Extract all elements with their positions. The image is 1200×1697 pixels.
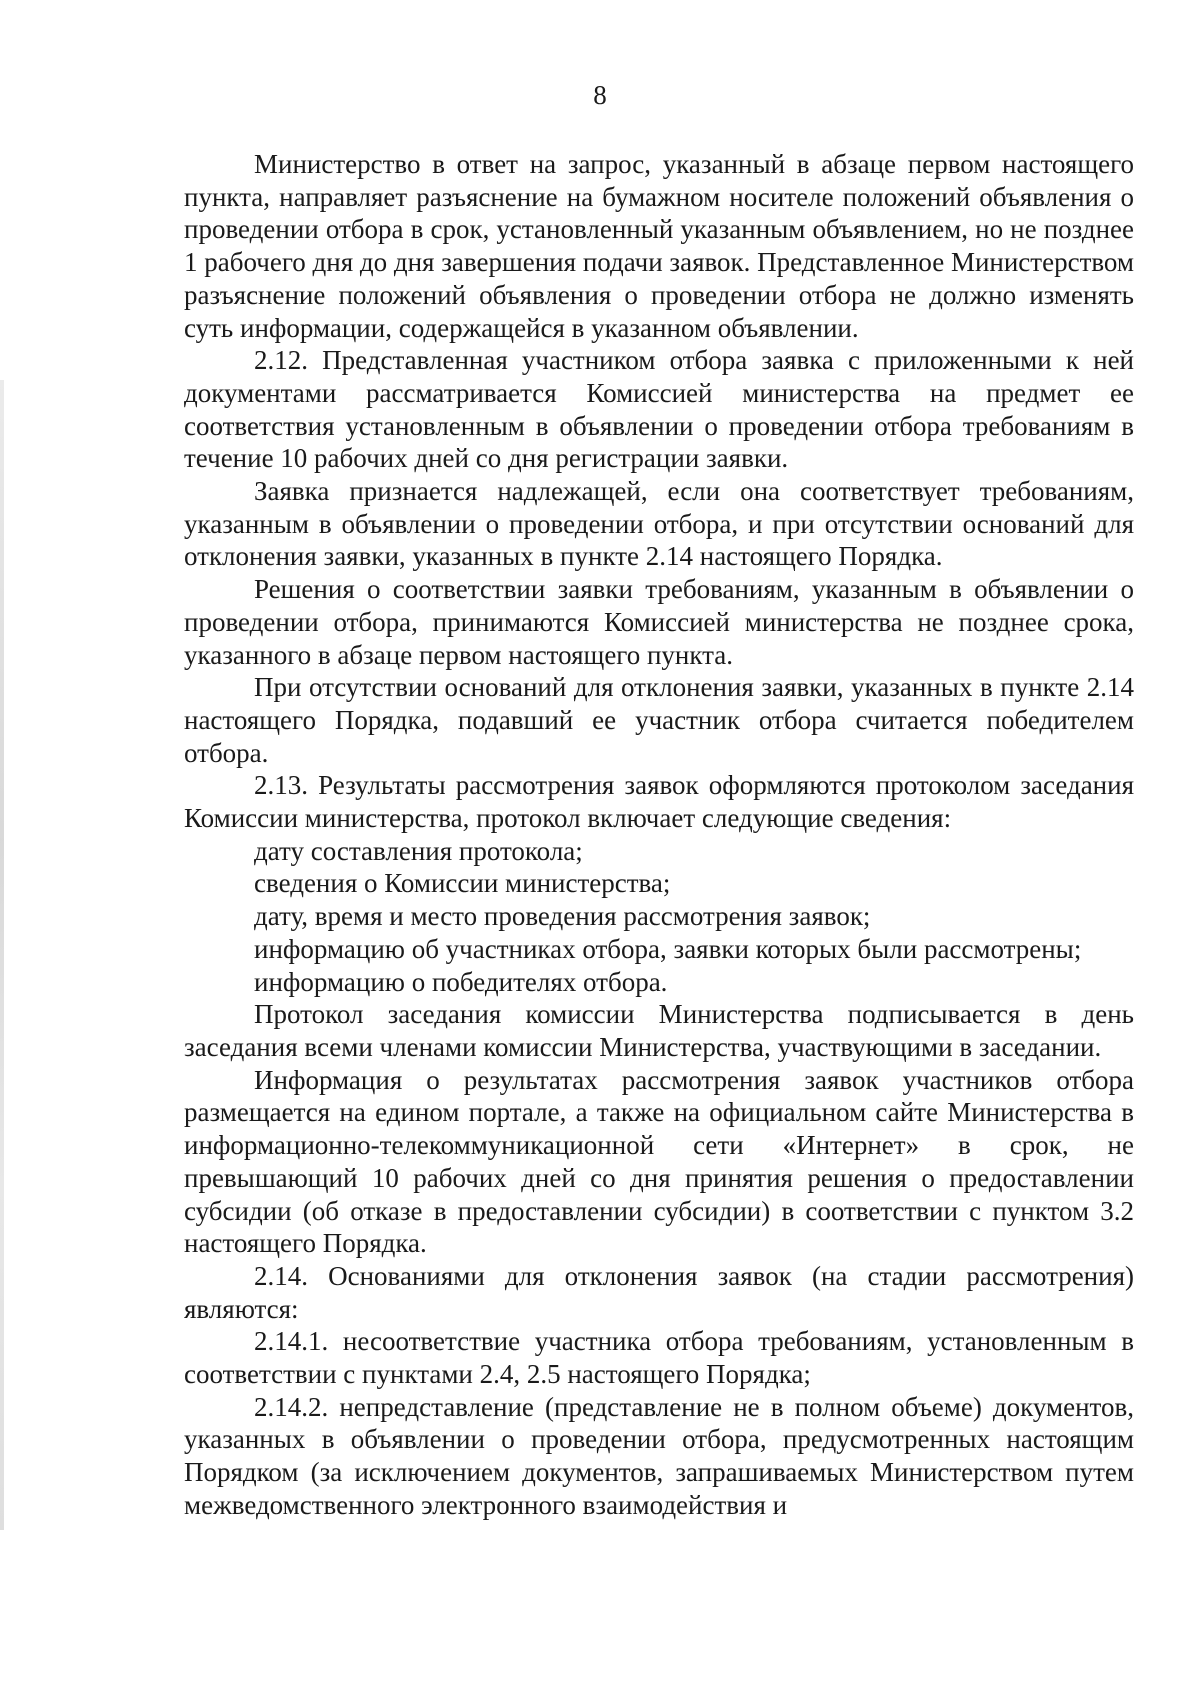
paragraph-application-proper: Заявка признается надлежащей, если она соответствует требованиям, указанным в объявлении о проведении отбора, и при отсутствии оснований для отклонения заявки, указанных в пункте 2.14 настоящего Порядка. [184,476,1134,572]
list-item-participants-info: информацию об участниках отбора, заявки которых были рассмотрены; [254,933,1082,964]
list-item-winners-info: информацию о победителях отбора. [254,966,668,997]
document-body [184,148,1134,1522]
paragraph-decisions: Решения о соответствии заявки требованиям, указанным в объявлении о проведении отбора, принимаются Комиссией министерства не позднее срока, указанного в абзаце первом настоящего пункта. [184,574,1134,670]
list-item-protocol-date: дату составления протокола; [254,835,583,866]
list-item-review-date-place: дату, время и место проведения рассмотрения заявок; [254,901,871,932]
paragraph-results-publication: Информация о результатах рассмотрения заявок участников отбора размещается на едином портале, а также на официальном сайте Министерства в информационно-телекоммуникационной сети «Интернет» в срок, не превышающий 10 рабочих дней со дня принятия решения о предоставлении субсидии (об отказе в предоставлении субсидии) в соответствии с пунктом 3.2 настоящего Порядка. [184,1064,1134,1259]
paragraph-2-14: 2.14. Основаниями для отклонения заявок (на стадии рассмотрения) являются: [184,1260,1134,1324]
paragraph-2-14-1: 2.14.1. несоответствие участника отбора требованиям, установленным в соответствии с пунктами 2.4, 2.5 настоящего Порядка; [184,1326,1134,1390]
paragraph-2-14-2: 2.14.2. непредставление (представление не в полном объеме) документов, указанных в объявлении о проведении отбора, предусмотренных настоящим Порядком (за исключением документов, запрашиваемых Министерством путем межведомственного электронного взаимодействия и [184,1391,1134,1520]
page-number: 8 [593,80,607,110]
scan-edge-artifact [0,380,4,1530]
paragraph-2-13: 2.13. Результаты рассмотрения заявок оформляются протоколом заседания Комиссии министерства, протокол включает следующие сведения: [184,770,1134,834]
paragraph-protocol-signing: Протокол заседания комиссии Министерства подписывается в день заседания всеми членами комиссии Министерства, участвующими в заседании. [184,999,1134,1062]
paragraph-winner: При отсутствии оснований для отклонения заявки, указанных в пункте 2.14 настоящего Порядка, подавший ее участник отбора считается победителем отбора. [184,672,1134,768]
paragraph-ministry-clarification: Министерство в ответ на запрос, указанный в абзаце первом настоящего пункта, направляет разъяснение на бумажном носителе положений объявления о проведении отбора в срок, установленный указанным объявлением, но не позднее 1 рабочего дня до дня завершения подачи заявок. Представленное Министерством разъяснение положений объявления о проведении отбора не должно изменять суть информации, содержащейся в указанном объявлении. [184,149,1134,343]
paragraph-2-12: 2.12. Представленная участником отбора заявка с приложенными к ней документами рассматривается Комиссией министерства на предмет ее соответствия установленным в объявлении о проведении отбора требованиям в течение 10 рабочих дней со дня регистрации заявки. [184,345,1134,474]
list-item-commission-info: сведения о Комиссии министерства; [254,868,671,899]
